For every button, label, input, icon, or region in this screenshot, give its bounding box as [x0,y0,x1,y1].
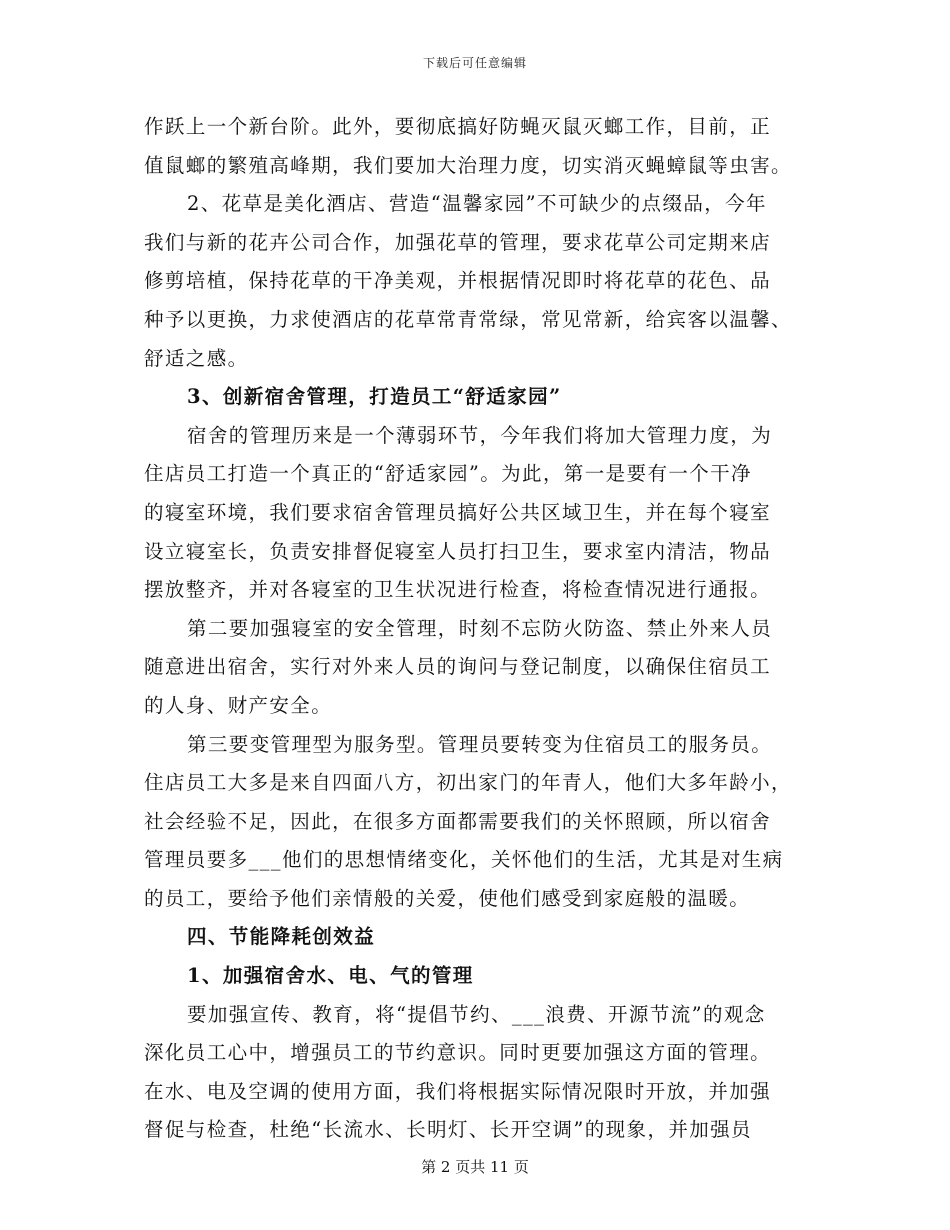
body-text-line: 在水、电及空调的使用方面，我们将根据实际情况限时开放，并加强 [144,1079,772,1103]
body-text-line: 住店员工大多是来自四面八方，初出家门的年青人，他们大多年龄小， [144,771,792,795]
body-text-line: 的寝室环境，我们要求宿舍管理员搞好公共区域卫生，并在每个寝室 [144,500,772,524]
body-text-line: 督促与检查，杜绝“长流水、长明灯、长开空调”的现象，并加强员 [144,1118,752,1142]
body-text-line: 2、花草是美化酒店、营造“温馨家园”不可缺少的点缀品，今年 [187,192,767,216]
body-text-line: 作跃上一个新台阶。此外，要彻底搞好防蝇灭鼠灭螂工作，目前，正 [144,115,772,138]
section-heading: 1、加强宿舍水、电、气的管理 [187,964,474,988]
body-text-line: 的员工，要给予他们亲情般的关爱，使他们感受到家庭般的温暖。 [144,886,751,910]
body-text-line: 第二要加强寝室的安全管理，时刻不忘防火防盗、禁止外来人员 [187,616,773,640]
body-text-line: 要加强宣传、教育，将“提倡节约、___浪费、开源节流”的观念 [187,1002,766,1026]
body-text-line: 宿舍的管理历来是一个薄弱环节，今年我们将加大管理力度，为 [187,423,773,447]
body-text-line: 管理员要多___他们的思想情绪变化，关怀他们的生活，尤其是对生病 [144,848,784,872]
page-number: 第 2 页共 11 页 [421,1158,529,1176]
body-text-line: 随意进出宿舍，实行对外来人员的询问与登记制度，以确保住宿员工 [144,655,772,679]
body-text-line: 深化员工心中，增强员工的节约意识。同时更要加强这方面的管理。 [144,1041,772,1065]
body-text-line: 摆放整齐，并对各寝室的卫生状况进行检查，将检查情况进行通报。 [144,578,772,602]
body-text-line: 舒适之感。 [144,346,249,370]
body-text-line: 值鼠螂的繁殖高峰期，我们要加大治理力度，切实消灭蝇蟑鼠等虫害。 [144,153,792,177]
body-text-line: 设立寝室长，负责安排督促寝室人员打扫卫生，要求室内清洁，物品 [144,539,772,563]
page-header-note: 下载后可任意编辑 [422,56,527,70]
body-text-line: 我们与新的花卉公司合作，加强花草的管理，要求花草公司定期来店 [144,230,772,254]
section-heading: 3、创新宿舍管理，打造员工“舒适家园” [187,385,562,409]
body-text-line: 种予以更换，力求使酒店的花草常青常绿，常见常新，给宾客以温馨、 [144,307,792,331]
body-text-line: 住店员工打造一个真正的“舒适家园”。为此，第一是要有一个干净 [144,462,752,486]
body-text-line: 第三要变管理型为服务型。管理员要转变为住宿员工的服务员。 [187,732,773,756]
body-text-line: 社会经验不足，因此，在很多方面都需要我们的关怀照顾，所以宿舍 [144,809,772,833]
body-text-line: 的人身、财产安全。 [144,693,333,717]
section-heading: 四、节能降耗创效益 [187,925,376,949]
document-body [144,108,808,1150]
body-text-line: 修剪培植，保持花草的干净美观，并根据情况即时将花草的花色、品 [144,269,772,293]
